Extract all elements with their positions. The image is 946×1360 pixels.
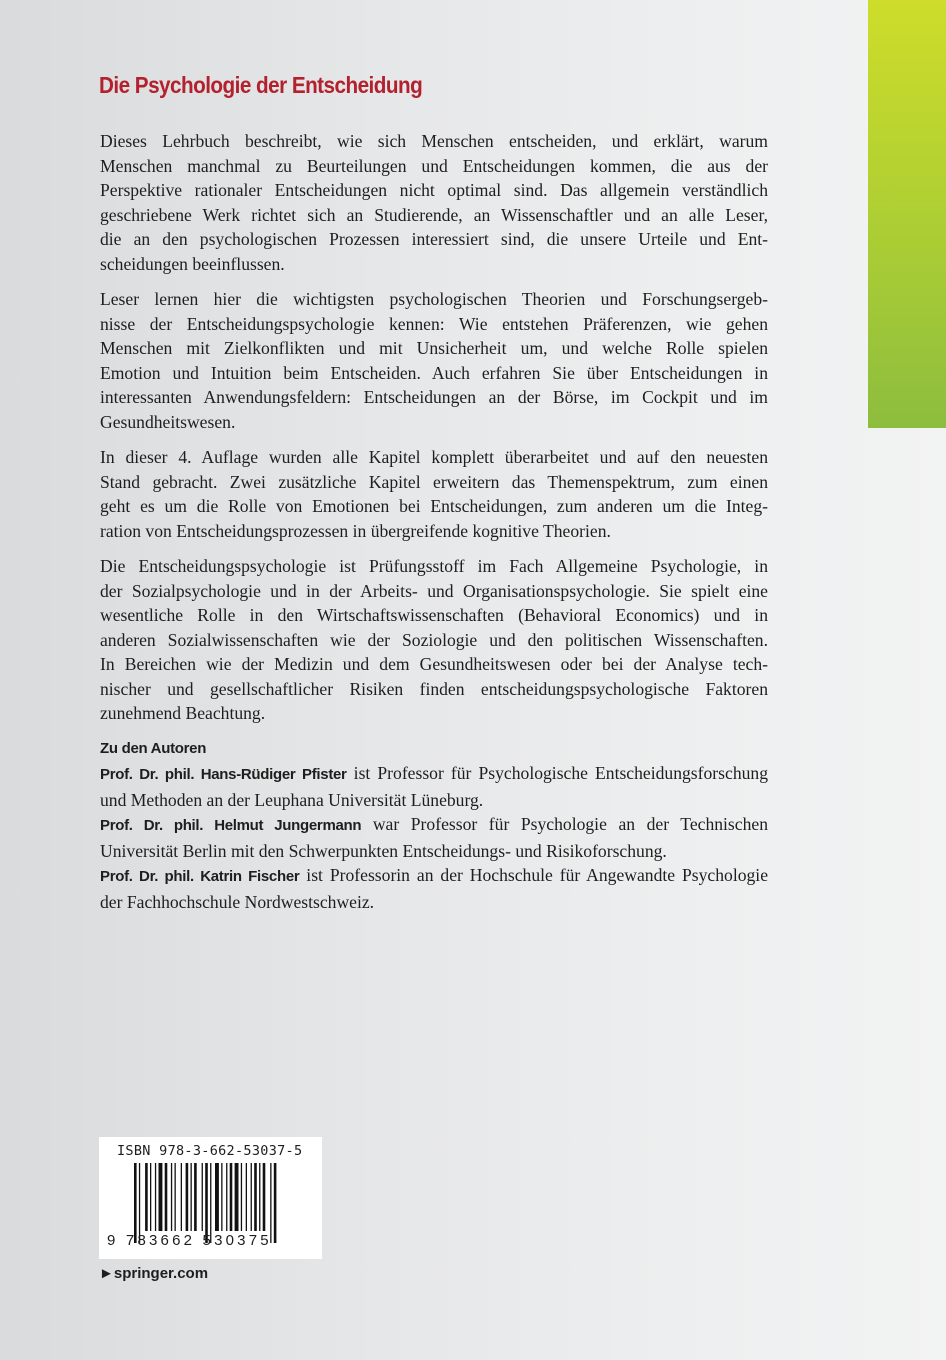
barcode-bar xyxy=(159,1163,163,1231)
barcode-bar xyxy=(205,1163,208,1243)
barcode-bar xyxy=(175,1163,176,1231)
author-name: Prof. Dr. phil. Katrin Fischer xyxy=(100,868,300,885)
barcode-bar xyxy=(215,1163,219,1231)
barcode-bar xyxy=(181,1163,182,1231)
barcode-bar xyxy=(186,1163,189,1231)
text-line: die an den psychologischen Prozessen interessiert sind, die unsere Urteile und Ent- xyxy=(100,229,768,249)
barcode-bar xyxy=(191,1163,192,1231)
barcode-bar xyxy=(134,1163,137,1243)
text-line: der Sozialpsychologie und in der Arbeits- und Organisationspsychologie. Sie spielt eine xyxy=(100,580,768,601)
barcode-bar xyxy=(210,1163,211,1243)
barcode-bar xyxy=(270,1163,271,1243)
author-1 xyxy=(100,761,768,812)
text-line: interessanten Anwendungsfeldern: Entscheidungen an der Börse, im Cockpit und im xyxy=(100,387,768,407)
isbn-barcode xyxy=(99,1137,322,1259)
author-bio: Universität Berlin mit den Schwerpunkten Entscheidungs- und Risikoforschung. xyxy=(100,840,667,861)
barcode-bar xyxy=(251,1163,252,1231)
text-line: Dieses Lehrbuch beschreibt, wie sich Menschen entscheiden, und erklärt, warum xyxy=(100,131,768,151)
text-line: geschriebene Werk richtet sich an Studierende, an Wissenschaftler und an alle Leser, xyxy=(100,204,768,225)
barcode-bar xyxy=(139,1163,140,1243)
text-line: Menschen mit Zielkonflikten und mit Unsicherheit um, und welche Rolle spielen xyxy=(100,338,768,358)
barcode-bar xyxy=(254,1163,257,1231)
arrow-right-icon: ► xyxy=(99,1265,114,1282)
authors-heading: Zu den Autoren xyxy=(100,739,207,757)
paragraph xyxy=(100,554,768,726)
barcode-bar xyxy=(194,1163,197,1231)
barcode-bar xyxy=(241,1163,242,1231)
text-line: Emotion und Intuition beim Entscheiden. Auch erfahren Sie über Entscheidungen in xyxy=(100,362,768,383)
text-line: In dieser 4. Auflage wurden alle Kapitel komplett überarbeitet und auf den neuesten xyxy=(100,447,768,467)
barcode-bar xyxy=(226,1163,227,1231)
text-line: anderen Sozialwissenschaften wie der Soziologie und den politischen Wissenschaften. xyxy=(100,629,768,650)
blurb xyxy=(100,129,768,914)
barcode-bar xyxy=(259,1163,260,1231)
publisher-link[interactable]: ►springer.com xyxy=(99,1265,209,1282)
text-line: Die Entscheidungspsychologie ist Prüfungsstoff im Fach Allgemeine Psychologie, in xyxy=(100,556,768,576)
paragraph xyxy=(100,287,768,434)
barcode-bar xyxy=(165,1163,168,1231)
text-line: geht es um die Rolle von Emotionen bei Entscheidungen, zum anderen um die Integ- xyxy=(100,496,768,516)
paragraph xyxy=(100,129,768,276)
author-bio: ist Professor für Psychologische Entscheidungsforschung xyxy=(346,763,769,783)
text-line: ration von Entscheidungsprozessen in übergreifende kognitive Theorien. xyxy=(100,520,611,541)
barcode-bar xyxy=(263,1163,266,1231)
barcode-bar xyxy=(202,1163,203,1231)
author-bio: der Fachhochschule Nordwestschweiz. xyxy=(100,891,375,912)
barcode-digits: 9 783662 530375 xyxy=(107,1232,272,1249)
text-line: wesentliche Rolle in den Wirtschaftswissenschaften (Behavioral Economics) und in xyxy=(100,605,768,625)
barcode-bar xyxy=(221,1163,222,1231)
book-title: Die Psychologie der Entscheidung xyxy=(99,72,423,98)
isbn-text: ISBN 978-3-662-53037-5 xyxy=(117,1143,303,1159)
barcode-bar xyxy=(171,1163,172,1231)
accent-color-bar xyxy=(868,0,946,428)
text-line: Stand gebracht. Zwei zusätzliche Kapitel erweitern das Themenspektrum, zum einen xyxy=(100,471,768,492)
text-line: Gesundheitswesen. xyxy=(100,411,236,432)
barcode-bar xyxy=(235,1163,239,1231)
barcode-bar xyxy=(150,1163,151,1231)
barcode-bar xyxy=(145,1163,148,1231)
author-3 xyxy=(100,863,768,914)
barcode-bar xyxy=(274,1163,277,1243)
text-line: zunehmend Beachtung. xyxy=(100,703,266,723)
text-line: nischer und gesellschaftlicher Risiken finden entscheidungspsychologische Faktoren xyxy=(100,678,768,699)
barcode-bar xyxy=(230,1163,233,1231)
text-line: Perspektive rationaler Entscheidungen nicht optimal sind. Das allgemein verständlich xyxy=(100,180,768,200)
author-bio: ist Professorin an der Hochschule für Angewandte Psychologie xyxy=(299,865,769,885)
author-bio: war Professor für Psychologie an der Technischen xyxy=(361,814,768,834)
author-2 xyxy=(100,812,768,863)
text-line: Menschen manchmal zu Beurteilungen und Entscheidungen kommen, die aus der xyxy=(100,155,768,176)
authors-section xyxy=(100,737,768,915)
text-line: scheidungen beeinflussen. xyxy=(100,253,285,274)
barcode-bar xyxy=(155,1163,156,1231)
text-line: In Bereichen wie der Medizin und dem Gesundheitswesen oder bei der Analyse tech- xyxy=(100,654,768,674)
text-line: Leser lernen hier die wichtigsten psychologischen Theorien und Forschungsergeb- xyxy=(100,289,768,309)
author-name: Prof. Dr. phil. Hans-Rüdiger Pfister xyxy=(100,766,347,783)
author-name: Prof. Dr. phil. Helmut Jungermann xyxy=(100,817,362,834)
author-bio: und Methoden an der Leuphana Universität Lüneburg. xyxy=(100,789,484,810)
text-line: nisse der Entscheidungspsychologie kennen: Wie entstehen Präferenzen, wie gehen xyxy=(100,313,768,334)
paragraph xyxy=(100,445,768,543)
barcode-bar xyxy=(246,1163,247,1231)
